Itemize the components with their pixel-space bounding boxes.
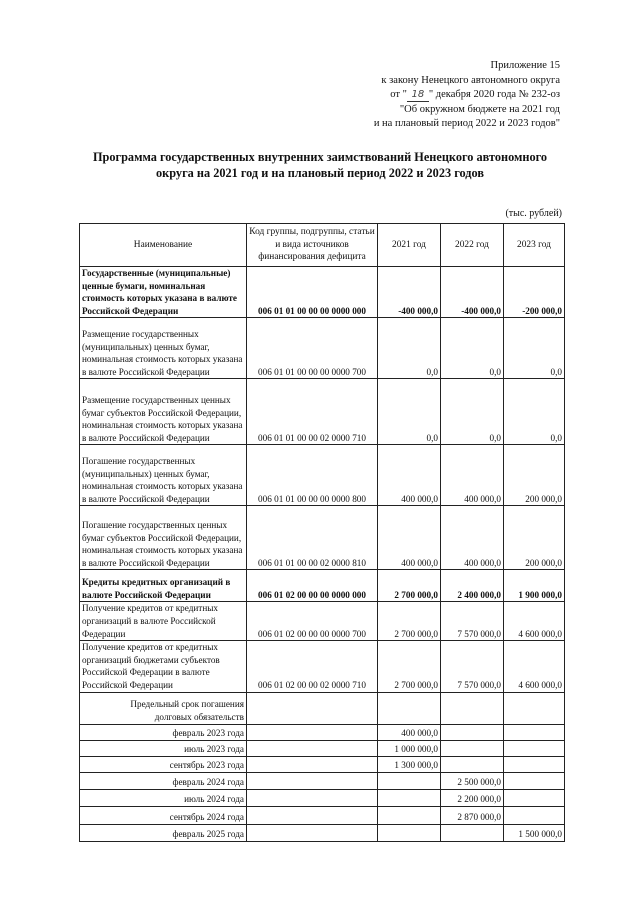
schedule-2023 bbox=[504, 772, 565, 789]
schedule-2021 bbox=[378, 806, 441, 824]
schedule-month: сентябрь 2024 года bbox=[80, 806, 247, 824]
schedule-2022: 2 500 000,0 bbox=[441, 772, 504, 789]
table-row bbox=[80, 602, 565, 641]
row-code: 006 01 02 00 00 00 0000 700 bbox=[247, 602, 378, 641]
row-2023: 200 000,0 bbox=[504, 506, 565, 570]
empty-cell bbox=[247, 824, 378, 841]
row-2022: 400 000,0 bbox=[441, 445, 504, 506]
table-row bbox=[80, 267, 565, 318]
empty-cell bbox=[247, 756, 378, 772]
schedule-row bbox=[80, 772, 565, 789]
row-2021: 400 000,0 bbox=[378, 506, 441, 570]
table-row bbox=[80, 641, 565, 692]
row-code: 006 01 01 00 00 02 0000 810 bbox=[247, 506, 378, 570]
row-code: 006 01 02 00 00 00 0000 000 bbox=[247, 570, 378, 602]
document-title-line-1: Программа государственных внутренних заимствований Ненецкого автономного bbox=[92, 150, 548, 164]
schedule-month: февраль 2023 года bbox=[80, 724, 247, 740]
schedule-row bbox=[80, 789, 565, 806]
document-title-line-2: округа на 2021 год и на плановый период 2022 и 2023 годов bbox=[156, 166, 484, 180]
empty-cell bbox=[247, 692, 378, 724]
row-2023: 1 900 000,0 bbox=[504, 570, 565, 602]
empty-cell bbox=[441, 692, 504, 724]
row-2022: 0,0 bbox=[441, 318, 504, 379]
schedule-2021 bbox=[378, 772, 441, 789]
header-2021: 2021 год bbox=[378, 224, 441, 267]
row-2023: 0,0 bbox=[504, 379, 565, 445]
row-name: Получение кредитов от кредитных организаций в валюте Российской Федерации bbox=[80, 602, 247, 641]
empty-cell bbox=[247, 789, 378, 806]
schedule-2022: 2 870 000,0 bbox=[441, 806, 504, 824]
header-code: Код группы, подгруппы, статьи и вида источников финансирования дефицита bbox=[247, 224, 378, 267]
row-2022: 0,0 bbox=[441, 379, 504, 445]
row-name: Получение кредитов от кредитных организаций бюджетами субъектов Российской Федерации в валюте Российской Федерации bbox=[80, 641, 247, 692]
schedule-month: февраль 2024 года bbox=[80, 772, 247, 789]
row-code: 006 01 01 00 00 00 0000 800 bbox=[247, 445, 378, 506]
row-2021: 400 000,0 bbox=[378, 445, 441, 506]
schedule-2023 bbox=[504, 740, 565, 756]
table-row bbox=[80, 445, 565, 506]
schedule-2022: 2 200 000,0 bbox=[441, 789, 504, 806]
appendix-header bbox=[374, 59, 560, 132]
row-2021: -400 000,0 bbox=[378, 267, 441, 318]
row-2022: -400 000,0 bbox=[441, 267, 504, 318]
row-2023: 4 600 000,0 bbox=[504, 602, 565, 641]
row-2023: 0,0 bbox=[504, 318, 565, 379]
schedule-2022 bbox=[441, 740, 504, 756]
handwritten-day: 18 bbox=[407, 89, 429, 102]
schedule-2021 bbox=[378, 789, 441, 806]
header-2023: 2023 год bbox=[504, 224, 565, 267]
schedule-2021: 1 300 000,0 bbox=[378, 756, 441, 772]
borrowing-program-table bbox=[79, 223, 565, 842]
schedule-2021: 1 000 000,0 bbox=[378, 740, 441, 756]
row-code: 006 01 02 00 00 02 0000 710 bbox=[247, 641, 378, 692]
row-2021: 2 700 000,0 bbox=[378, 602, 441, 641]
table-row bbox=[80, 379, 565, 445]
schedule-2022 bbox=[441, 724, 504, 740]
schedule-month: сентябрь 2023 года bbox=[80, 756, 247, 772]
empty-cell bbox=[247, 724, 378, 740]
row-2022: 7 570 000,0 bbox=[441, 641, 504, 692]
row-name: Погашение государственных (муниципальных) ценных бумаг, номинальная стоимость которых указана в валюте Российской Федерации bbox=[80, 445, 247, 506]
schedule-month: июль 2023 года bbox=[80, 740, 247, 756]
schedule-month: июль 2024 года bbox=[80, 789, 247, 806]
row-name: Размещение государственных ценных бумаг субъектов Российской Федерации, номинальная стоимость которых указана в валюте Российской Федерации bbox=[80, 379, 247, 445]
row-name: Государственные (муниципальные) ценные бумаги, номинальная стоимость которых указана в валюте Российской Федерации bbox=[80, 267, 247, 318]
row-code: 006 01 01 00 00 02 0000 710 bbox=[247, 379, 378, 445]
schedule-row bbox=[80, 806, 565, 824]
schedule-2023 bbox=[504, 756, 565, 772]
header-2022: 2022 год bbox=[441, 224, 504, 267]
row-2021: 2 700 000,0 bbox=[378, 641, 441, 692]
row-code: 006 01 01 00 00 00 0000 000 bbox=[247, 267, 378, 318]
row-2023: -200 000,0 bbox=[504, 267, 565, 318]
schedule-row bbox=[80, 740, 565, 756]
repayment-term-row bbox=[80, 692, 565, 724]
table-row bbox=[80, 506, 565, 570]
schedule-2023 bbox=[504, 789, 565, 806]
row-2023: 4 600 000,0 bbox=[504, 641, 565, 692]
table-header-row bbox=[80, 224, 565, 267]
schedule-2021 bbox=[378, 824, 441, 841]
row-2023: 200 000,0 bbox=[504, 445, 565, 506]
appendix-number: Приложение 15 bbox=[490, 60, 560, 71]
schedule-2023 bbox=[504, 806, 565, 824]
empty-cell bbox=[378, 692, 441, 724]
table-row bbox=[80, 318, 565, 379]
header-name: Наименование bbox=[80, 224, 247, 267]
empty-cell bbox=[504, 692, 565, 724]
empty-cell bbox=[247, 806, 378, 824]
schedule-2023: 1 500 000,0 bbox=[504, 824, 565, 841]
row-2021: 2 700 000,0 bbox=[378, 570, 441, 602]
document-title bbox=[80, 149, 560, 181]
table-row bbox=[80, 570, 565, 602]
schedule-2023 bbox=[504, 724, 565, 740]
row-name: Погашение государственных ценных бумаг субъектов Российской Федерации, номинальная стоимость которых указана в валюте Российской Федерации bbox=[80, 506, 247, 570]
schedule-2022 bbox=[441, 824, 504, 841]
appendix-law-date: от " 18 " декабря 2020 года № 232-оз bbox=[390, 89, 560, 100]
row-name: Кредиты кредитных организаций в валюте Российской Федерации bbox=[80, 570, 247, 602]
row-2021: 0,0 bbox=[378, 379, 441, 445]
schedule-2021: 400 000,0 bbox=[378, 724, 441, 740]
schedule-row bbox=[80, 824, 565, 841]
row-2022: 7 570 000,0 bbox=[441, 602, 504, 641]
repayment-term-label: Предельный срок погашения долговых обязательств bbox=[80, 692, 247, 724]
units-label: (тыс. рублей) bbox=[505, 208, 562, 219]
schedule-month: февраль 2025 года bbox=[80, 824, 247, 841]
appendix-law-title-1: "Об окружном бюджете на 2021 год bbox=[399, 103, 560, 115]
appendix-law-title-2: и на плановый период 2022 и 2023 годов" bbox=[373, 118, 560, 129]
appendix-law-reference: к закону Ненецкого автономного округа bbox=[381, 74, 560, 86]
row-code: 006 01 01 00 00 00 0000 700 bbox=[247, 318, 378, 379]
empty-cell bbox=[247, 740, 378, 756]
row-2022: 400 000,0 bbox=[441, 506, 504, 570]
row-name: Размещение государственных (муниципальных) ценных бумаг, номинальная стоимость которых указана в валюте Российской Федерации bbox=[80, 318, 247, 379]
schedule-2022 bbox=[441, 756, 504, 772]
schedule-row bbox=[80, 724, 565, 740]
schedule-row bbox=[80, 756, 565, 772]
row-2022: 2 400 000,0 bbox=[441, 570, 504, 602]
empty-cell bbox=[247, 772, 378, 789]
row-2021: 0,0 bbox=[378, 318, 441, 379]
